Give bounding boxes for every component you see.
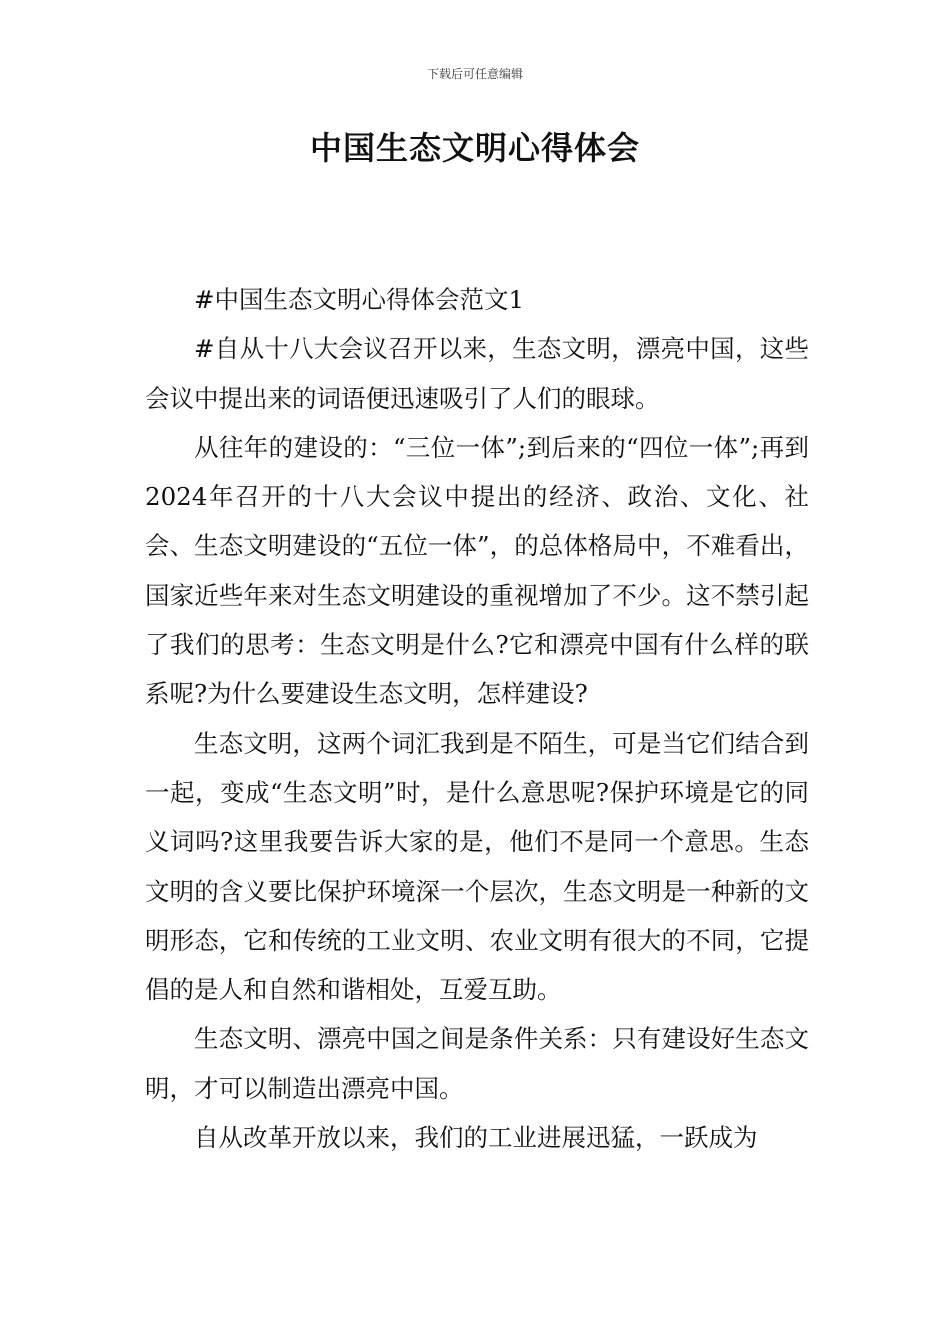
paragraph: 自从改革开放以来，我们的工业进展迅猛，一跃成为 bbox=[194, 1123, 758, 1153]
document-title: 中国生态文明心得体会 bbox=[309, 129, 640, 167]
paragraph: 从往年的建设的：“三位一体”;到后来的“四位一体”;再到2024年召开的十八大会议中提出的经济、政治、文化、社会、生态文明建设的“五位一体”，的总体格局中，不难看出，国家近些年来对生态文明建设的重视增加了不少。这不禁引起了我们的思考：生态文明是什么?它和漂亮中国有什么样的联系呢?为什么要建设生态文明，怎样建设? bbox=[145, 432, 809, 709]
paragraph: 生态文明、漂亮中国之间是条件关系：只有建设好生态文明，才可以制造出漂亮中国。 bbox=[145, 1024, 809, 1103]
header-note: 下载后可任意编辑 bbox=[426, 67, 523, 81]
document-body bbox=[145, 275, 809, 1162]
paragraph: #自从十八大会议召开以来，生态文明，漂亮中国，这些会议中提出来的词语便迅速吸引了人们的眼球。 bbox=[145, 334, 809, 413]
paragraph: 生态文明，这两个词汇我到是不陌生，可是当它们结合到一起，变成“生态文明”时，是什么意思呢?保护环境是它的同义词吗?这里我要告诉大家的是，他们不是同一个意思。生态文明的含义要比保护环境深一个层次，生态文明是一种新的文明形态，它和传统的工业文明、农业文明有很大的不同，它提倡的是人和自然和谐相处，互爱互助。 bbox=[145, 728, 809, 1005]
paragraph: #中国生态文明心得体会范文1 bbox=[194, 285, 525, 314]
